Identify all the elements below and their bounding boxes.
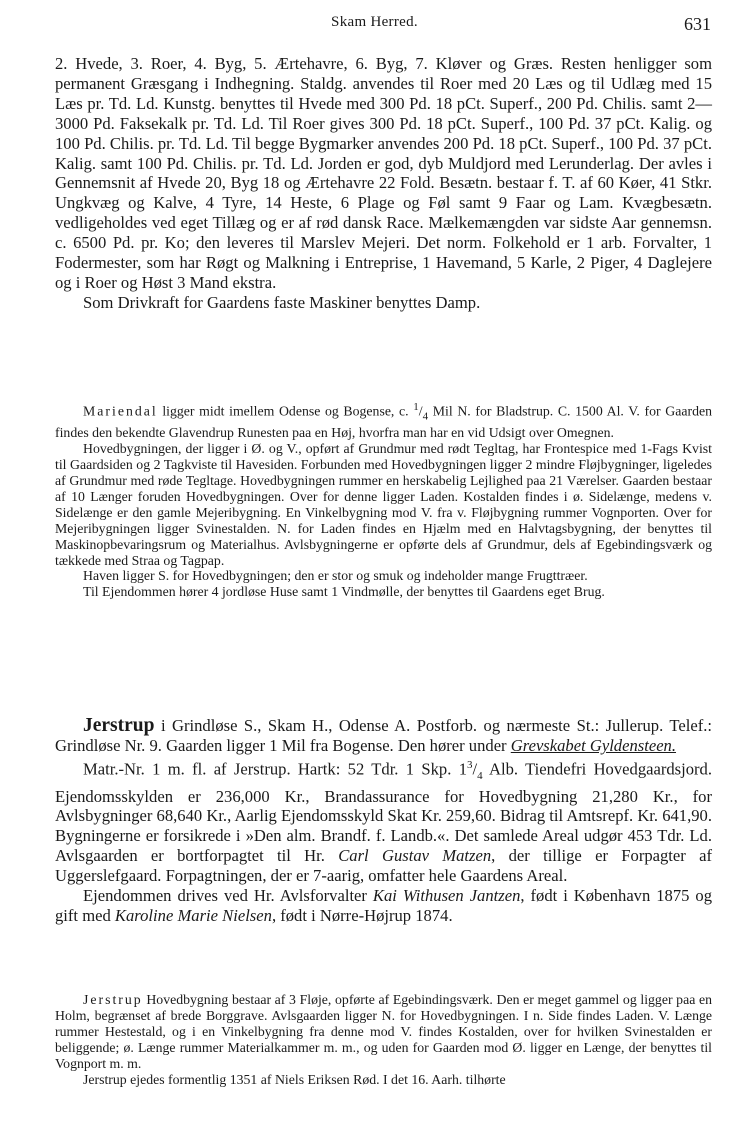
main-building-paragraph: Hovedbygningen, der ligger i Ø. og V., opført af Grundmur med rødt Tegltag, har Frontespice med 1-Fags Kvist til Gaardsiden og 2 Tagkviste til Havesiden. Forbunden med Hovedbygningen ligger 2 mindre Fløjbygninger, ligeledes af Grundmur med røde Tegltage. Hovedbygningen rummer en herskabelig Lejlighed paa 21 Værelser. Gaarden bestaar af 10 Længer foruden Hovedbygningen. Over for denne ligger Laden. Kostalden findes i ø. Sidelænge, medens v. Sidelænge er den gamle Mejeribygning. En Vinkelbygning mod V. fra v. Fløjbygning rummer Vognporten. Over for Mejeribygningen ligger Svinestalden. N. for Laden findes en Hjælm med en Halvtagsbygning, der benyttes til Maskinopbevaringsrum og Materialhus. Avlsbygningerne er opførte dels af Grundmur, dels af Egebindingsværk og tækkede med Straa og Tagpap. [55, 441, 712, 568]
jerstrup-wife: Karoline Marie Nielsen [114, 906, 272, 925]
mariendal-name: Mariendal [83, 403, 158, 419]
fraction-denominator: 4 [422, 410, 429, 423]
running-head: Skam Herred. [331, 14, 418, 30]
jerstrup-property-text-b: Alb. Tiendefri Hovedgaardsjord. Ejendomsskylden er 236,000 Kr., Brandassurance for Hovedbygning 21,280 Kr., for Avlsbygninger 68,640 Kr., Aarlig Ejendomsskyld Skat Kr. 259,60. Bidrag til Amtsrepf. Kr. 641,90. Bygningerne er forsikrede i »Den alm. Brandf. f. Landb.«. Det samlede Areal udgør 453 Tdr. Ld. Avlsgaarden er bortforpagtet til Hr. [55, 759, 712, 866]
jerstrup-property-text-a: Matr.-Nr. 1 m. fl. af Jerstrup. Hartk: 52 Tdr. 1 Skp. 1 [83, 759, 467, 779]
jerstrup-buildings-paragraph [55, 992, 712, 1072]
jerstrup-owner: Grevskabet Gyldensteen. [510, 735, 677, 755]
jerstrup-manager-paragraph [55, 886, 712, 926]
hartkorn-fraction-denominator: 4 [477, 769, 483, 782]
jerstrup-manager-text-c: , født i Nørre-Højrup 1874. [271, 906, 453, 925]
page-header [0, 14, 749, 38]
mariendal-section [55, 400, 712, 600]
jerstrup-section [55, 716, 712, 926]
farm-operations-paragraph: 2. Hvede, 3. Roer, 4. Byg, 5. Ærtehavre, 6. Byg, 7. Kløver og Græs. Resten henligger som permanent Græsgang i Indhegning. Staldg. anvendes til Roer med 20 Læs og til Udlæg med 15 Læs pr. Td. Ld. Kunstg. benyttes til Hvede med 300 Pd. 18 pCt. Superf., 200 Pd. Chilis. samt 2—3000 Pd. Faksekalk pr. Td. Ld. Til Roer gives 300 Pd. 18 pCt. Superf., 100 Pd. 37 pCt. Kalig. og 100 Pd. Chilis. pr. Td. Ld. Til begge Bygmarker anvendes 200 Pd. 18 pCt. Superf., 100 Pd. 37 pCt. Kalig. samt 100 Pd. Chilis. pr. Td. Ld. Jorden er god, dyb Muldjord med Lerunderlag. Der avles i Gennemsnit af Hvede 20, Byg 18 og Ærtehavre 22 Fold. Besætn. bestaar f. T. af 60 Køer, 41 Stkr. Ungkvæg og Kalve, 4 Tyre, 14 Heste, 6 Plage og Føl samt 9 Faar og Lam. Kvægbesætn. vedligeholdes ved eget Tillæg og er af rød dansk Race. Mælkemængden var sidste Aar gennemsn. c. 6500 Pd. pr. Ko; den leveres til Marslev Mejeri. Det norm. Folkehold er 1 arb. Forvalter, 1 Fodermester, som har Røgt og Malkning i Entreprise, 1 Havemand, 5 Karle, 2 Piger, 4 Daglejere og i Roer og Høst 3 Mand ekstra. [55, 54, 712, 292]
jerstrup-property-text-c: , der tillige er Forpagter af Uggerslefgaard. Forpagtningen, der er 7-aarig, omfatter hele Gaardens Areal. [55, 846, 712, 886]
jerstrup-manager-text-a: Ejendommen drives ved Hr. Avlsforvalter [83, 886, 373, 906]
jerstrup-buildings-section [55, 992, 712, 1087]
jerstrup-manager: Kai Withusen Jantzen [372, 886, 521, 906]
jerstrup-tenant: Carl Gustav Matzen [338, 846, 492, 866]
page-number: 631 [684, 14, 711, 34]
farm-operations-section [55, 54, 712, 313]
jerstrup-history-paragraph: Jerstrup ejedes formentlig 1351 af Niels Eriksen Rød. I det 16. Aarh. tilhørte [83, 1071, 506, 1087]
hartkorn-fraction-numerator: 3 [467, 758, 473, 771]
power-source-paragraph: Som Drivkraft for Gaardens faste Maskiner benyttes Damp. [83, 292, 481, 312]
mariendal-location-paragraph: Mariendal ligger midt imellem Odense og Bogense, c. $^1/_4$ Mil N. for Bladstrup. C. 1500 Al. V. for Gaarden findes den bekendte Glavendrup Runesten paa en Høj, hvorfra man har en vid Udsigt over Omegnen. [55, 401, 712, 441]
fraction-numerator: 1 [413, 401, 419, 413]
jerstrup-title: Jerstrup [83, 715, 155, 736]
jerstrup-intro-text: i Grindløse S., Skam H., Odense A. Postforb. og nærmeste St.: Jullerup. Telef.: Grindløse Nr. 9. Gaarden ligger 1 Mil fra Bogense. Den hører under [55, 716, 712, 755]
jerstrup-property-paragraph: Matr.-Nr. 1 m. fl. af Jerstrup. Hartk: 52 Tdr. 1 Skp. $1^3/_4$ Alb. Tiendefri Hovedgaardsjord. Ejendomsskylden er 236,000 Kr., Brandassurance for Hovedbygning 21,280 Kr., for Avlsbygninger 68,640 Kr., Aarlig Ejendomsskyld Skat Kr. 259,60. Bidrag til Amtsrepf. Kr. 641,90. Bygningerne er forsikrede i »Den alm. Brandf. f. Landb.«. Det samlede Areal udgør 453 Tdr. Ld. Avlsgaarden er bortforpagtet til Hr. Carl Gustav Matzen, der tillige er Forpagter af Uggerslefgaard. Forpagtningen, der er 7-aarig, omfatter hele Gaardens Areal. [55, 758, 712, 886]
mariendal-location-text-a: ligger midt imellem Odense og Bogense, c. [157, 403, 414, 419]
jerstrup-intro-paragraph [55, 716, 712, 756]
jerstrup-name: Jerstrup [83, 992, 143, 1007]
garden-paragraph: Haven ligger S. for Hovedbygningen; den er stor og smuk og indeholder mange Frugttræer. [83, 568, 588, 584]
properties-paragraph: Til Ejendommen hører 4 jordløse Huse samt 1 Vindmølle, der benyttes til Gaardens eget Brug. [83, 584, 605, 600]
mariendal-location-text-b: Mil N. for Bladstrup. C. 1500 Al. V. for Gaarden findes den bekendte Glavendrup Runesten paa en Høj, hvorfra man har en vid Udsigt over Omegnen. [55, 403, 712, 441]
jerstrup-buildings-text: Hovedbygning bestaar af 3 Fløje, opførte af Egebindingsværk. Den er meget gammel og ligger paa en Holm, begrænset af brede Borggrave. Avlsgaarden ligger N. for Hovedbygningen. I n. Side findes Laden. V. Længe rummer Hestestald, og i en Vinkelbygning fra denne mod V. findes Kostalden, over for hvilken Svinestalden er beliggende; ø. Længe rummer Materialkammer m. m., og uden for Gaarden mod Ø. ligger en Længe, der benyttes til Vognport m. m. [55, 992, 712, 1071]
jerstrup-manager-text-b: , født i København 1875 og gift med [55, 886, 712, 925]
